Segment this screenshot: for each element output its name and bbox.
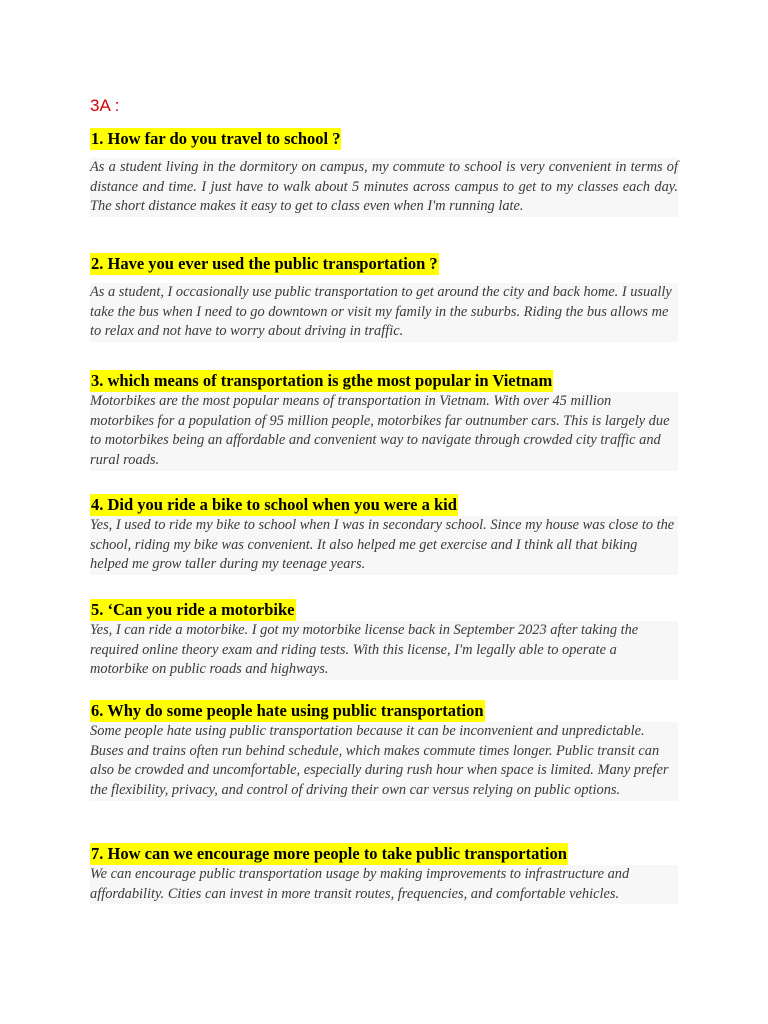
answer-paragraph: Yes, I can ride a motorbike. I got my motorbike license back in September 2023 after taking the required online theory exam and riding tests. With this license, I'm legally able to operate a motorbike on public roads and highways.	[90, 621, 678, 680]
answer-paragraph: Yes, I used to ride my bike to school when I was in secondary school. Since my house was close to the school, riding my bike was convenient. It also helped me get exercise and I think all that biking helped me grow taller during my teenage years.	[90, 516, 678, 575]
answer-paragraph: Some people hate using public transportation because it can be inconvenient and unpredictable. Buses and trains often run behind schedule, which makes commute times longer. Public transit can also be crowded and uncomfortable, especially during rush hour when space is limited. Many prefer the flexibility, privacy, and control of driving their own car versus relying on public options.	[90, 722, 678, 801]
qa-item-2	[90, 253, 678, 342]
answer-paragraph: Motorbikes are the most popular means of transportation in Vietnam. With over 45 million motorbikes for a population of 95 million people, motorbikes far outnumber cars. This is largely due to motorbikes being an affordable and convenient way to navigate through crowded city traffic and rural roads.	[90, 392, 678, 471]
qa-item-6	[90, 700, 678, 801]
question-heading	[90, 843, 678, 865]
question-text: 6. Why do some people hate using public transportation	[91, 701, 484, 720]
question-heading	[90, 128, 678, 150]
answer-paragraph: As a student, I occasionally use public transportation to get around the city and back home. I usually take the bus when I need to go downtown or visit my family in the suburbs. Riding the bus allows me to relax and not have to worry about driving in traffic.	[90, 283, 678, 342]
question-heading	[90, 700, 678, 722]
question-heading	[90, 599, 678, 621]
question-text: 3. which means of transportation is gthe most popular in Vietnam	[91, 371, 553, 390]
answer-paragraph: As a student living in the dormitory on campus, my commute to school is very convenient in terms of distance and time. I just have to walk about 5 minutes across campus to get to my classes each day. The short distance makes it easy to get to class even when I'm running late.	[90, 158, 678, 217]
qa-item-5	[90, 599, 678, 680]
section-label: 3A :	[90, 96, 120, 115]
qa-item-1	[90, 128, 678, 217]
question-text: 2. Have you ever used the public transportation ?	[91, 254, 438, 273]
question-text: 4. Did you ride a bike to school when you were a kid	[91, 495, 457, 514]
question-text: 7. How can we encourage more people to take public transportation	[91, 844, 567, 863]
qa-item-4	[90, 494, 678, 575]
question-text: 1. How far do you travel to school ?	[91, 129, 341, 148]
question-heading	[90, 253, 678, 275]
question-text: 5. ‘Can you ride a motorbike	[91, 600, 295, 619]
question-heading	[90, 370, 678, 392]
qa-item-7	[90, 843, 678, 904]
answer-paragraph: We can encourage public transportation usage by making improvements to infrastructure and affordability. Cities can invest in more transit routes, frequencies, and comfortable vehicles.	[90, 865, 678, 904]
question-heading	[90, 494, 678, 516]
qa-item-3	[90, 370, 678, 471]
